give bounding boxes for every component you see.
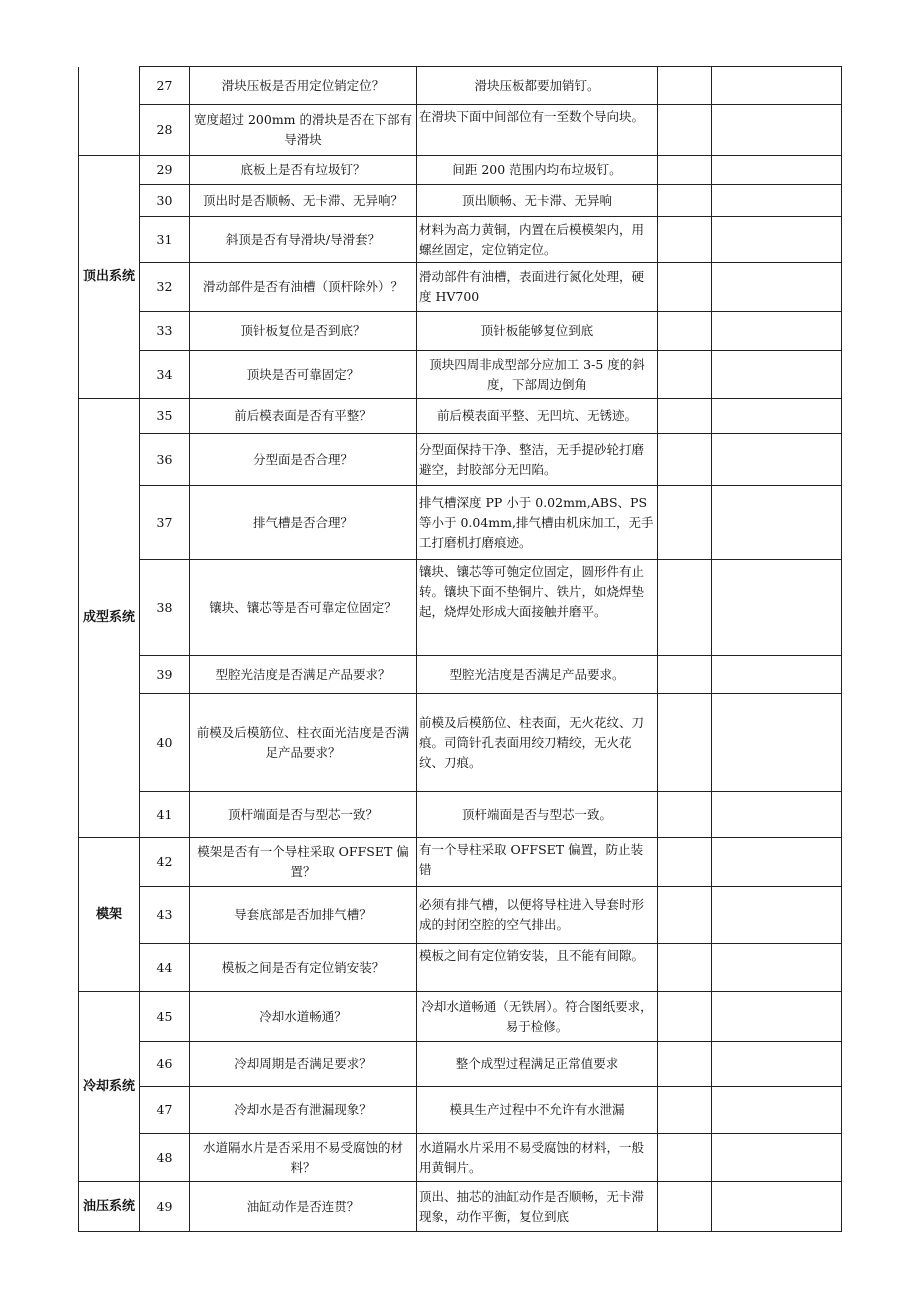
table-row [79, 105, 842, 156]
table-row [79, 1042, 842, 1087]
check-item: 滑块压板是否用定位销定位？ [190, 67, 417, 105]
table-row [79, 560, 842, 656]
result-cell [658, 560, 712, 656]
check-item: 型腔光洁度是否满足产品要求？ [190, 656, 417, 694]
table-row [79, 694, 842, 792]
remark-cell [712, 694, 842, 792]
item-number: 41 [140, 792, 190, 838]
result-cell [658, 1087, 712, 1134]
check-item: 导套底部是否加排气槽？ [190, 887, 417, 944]
result-cell [658, 486, 712, 560]
standard-text: 前后模表面平整、无凹坑、无锈迹。 [417, 399, 658, 434]
item-number: 42 [140, 838, 190, 887]
result-cell [658, 992, 712, 1042]
check-item: 油缸动作是否连贯？ [190, 1182, 417, 1232]
result-cell [658, 399, 712, 434]
standard-text: 顶出、抽芯的油缸动作是否顺畅，无卡滞现象，动作平衡，复位到底 [417, 1182, 658, 1232]
remark-cell [712, 944, 842, 992]
item-number: 44 [140, 944, 190, 992]
table-row [79, 486, 842, 560]
table-row [79, 351, 842, 399]
standard-text: 必须有排气槽，以便将导柱进入导套时形成的封闭空腔的空气排出。 [417, 887, 658, 944]
standard-text: 在滑块下面中间部位有一至数个导向块。 [417, 105, 658, 156]
remark-cell [712, 312, 842, 351]
standard-text: 排气槽深度 PP 小于 0.02mm,ABS、PS 等小于 0.04mm,排气槽由机床加工，无手工打磨机打磨痕迹。 [417, 486, 658, 560]
standard-text: 间距 200 范围内均布垃圾钉。 [417, 156, 658, 185]
table-row [79, 263, 842, 312]
item-number: 36 [140, 434, 190, 486]
result-cell [658, 656, 712, 694]
inspection-checklist-table [78, 66, 842, 1232]
category-cell: 成型系统 [79, 399, 140, 838]
table-row [79, 185, 842, 217]
item-number: 30 [140, 185, 190, 217]
item-number: 37 [140, 486, 190, 560]
check-item: 冷却水道畅通？ [190, 992, 417, 1042]
standard-text: 水道隔水片采用不易受腐蚀的材料，一般用黄铜片。 [417, 1134, 658, 1182]
remark-cell [712, 1182, 842, 1232]
remark-cell [712, 656, 842, 694]
result-cell [658, 263, 712, 312]
standard-text: 顶杆端面是否与型芯一致。 [417, 792, 658, 838]
remark-cell [712, 792, 842, 838]
check-item: 滑动部件是否有油槽（顶杆除外）？ [190, 263, 417, 312]
category-cell: 冷却系统 [79, 992, 140, 1182]
result-cell [658, 217, 712, 263]
item-number: 38 [140, 560, 190, 656]
result-cell [658, 838, 712, 887]
table-row [79, 67, 842, 105]
category-cell: 油压系统 [79, 1182, 140, 1232]
item-number: 33 [140, 312, 190, 351]
standard-text: 滑动部件有油槽，表面进行氮化处理，硬度 HV700 [417, 263, 658, 312]
result-cell [658, 1134, 712, 1182]
remark-cell [712, 486, 842, 560]
check-item: 冷却周期是否满足要求？ [190, 1042, 417, 1087]
check-item: 底板上是否有垃圾钉？ [190, 156, 417, 185]
check-item: 模架是否有一个导柱采取 OFFSET 偏置？ [190, 838, 417, 887]
table-row [79, 838, 842, 887]
item-number: 34 [140, 351, 190, 399]
check-item: 分型面是否合理？ [190, 434, 417, 486]
result-cell [658, 887, 712, 944]
remark-cell [712, 156, 842, 185]
item-number: 47 [140, 1087, 190, 1134]
table-row [79, 1182, 842, 1232]
item-number: 28 [140, 105, 190, 156]
result-cell [658, 67, 712, 105]
remark-cell [712, 1134, 842, 1182]
result-cell [658, 156, 712, 185]
table-row [79, 1134, 842, 1182]
check-item: 宽度超过 200mm 的滑块是否在下部有导滑块 [190, 105, 417, 156]
remark-cell [712, 560, 842, 656]
item-number: 48 [140, 1134, 190, 1182]
item-number: 29 [140, 156, 190, 185]
check-item: 顶块是否可靠固定？ [190, 351, 417, 399]
table-row [79, 156, 842, 185]
check-item: 前后模表面是否有平整？ [190, 399, 417, 434]
result-cell [658, 694, 712, 792]
item-number: 35 [140, 399, 190, 434]
standard-text: 顶针板能够复位到底 [417, 312, 658, 351]
check-item: 模板之间是否有定位销安装？ [190, 944, 417, 992]
result-cell [658, 351, 712, 399]
check-item: 前模及后模筋位、柱衣面光洁度是否满足产品要求？ [190, 694, 417, 792]
item-number: 43 [140, 887, 190, 944]
remark-cell [712, 838, 842, 887]
item-number: 46 [140, 1042, 190, 1087]
item-number: 40 [140, 694, 190, 792]
remark-cell [712, 887, 842, 944]
remark-cell [712, 434, 842, 486]
table-row [79, 434, 842, 486]
standard-text: 分型面保持干净、整洁，无手提砂轮打磨避空，封胶部分无凹陷。 [417, 434, 658, 486]
result-cell [658, 944, 712, 992]
standard-text: 模板之间有定位销安装，且不能有间隙。 [417, 944, 658, 992]
result-cell [658, 1042, 712, 1087]
standard-text: 型腔光洁度是否满足产品要求。 [417, 656, 658, 694]
result-cell [658, 105, 712, 156]
result-cell [658, 185, 712, 217]
standard-text: 冷却水道畅通（无铁屑）。符合图纸要求，易于检修。 [417, 992, 658, 1042]
item-number: 31 [140, 217, 190, 263]
check-item: 顶针板复位是否到底？ [190, 312, 417, 351]
check-item: 排气槽是否合理？ [190, 486, 417, 560]
check-item: 冷却水是否有泄漏现象？ [190, 1087, 417, 1134]
remark-cell [712, 67, 842, 105]
item-number: 27 [140, 67, 190, 105]
item-number: 45 [140, 992, 190, 1042]
check-item: 水道隔水片是否采用不易受腐蚀的材料？ [190, 1134, 417, 1182]
remark-cell [712, 1042, 842, 1087]
category-cell [79, 67, 140, 156]
category-cell: 顶出系统 [79, 156, 140, 399]
item-number: 32 [140, 263, 190, 312]
result-cell [658, 1182, 712, 1232]
remark-cell [712, 351, 842, 399]
result-cell [658, 434, 712, 486]
standard-text: 材料为高力黄铜，内置在后模模架内，用螺丝固定，定位销定位。 [417, 217, 658, 263]
check-item: 斜顶是否有导滑块/导滑套？ [190, 217, 417, 263]
table-row [79, 399, 842, 434]
result-cell [658, 792, 712, 838]
standard-text: 前模及后模筋位、柱表面，无火花纹、刀痕。司筒针孔表面用绞刀精绞，无火花纹、刀痕。 [417, 694, 658, 792]
table-row [79, 792, 842, 838]
remark-cell [712, 263, 842, 312]
result-cell [658, 312, 712, 351]
remark-cell [712, 1087, 842, 1134]
remark-cell [712, 105, 842, 156]
standard-text: 镶块、镶芯等可匏定位固定，圆形件有止转。镶块下面不垫铜片、铁片，如烧焊垫起，烧焊处形成大面接触并磨平。 [417, 560, 658, 656]
table-row [79, 944, 842, 992]
remark-cell [712, 217, 842, 263]
table-row [79, 217, 842, 263]
remark-cell [712, 992, 842, 1042]
remark-cell [712, 399, 842, 434]
table-row [79, 1087, 842, 1134]
table-row [79, 656, 842, 694]
table-row [79, 992, 842, 1042]
remark-cell [712, 185, 842, 217]
check-item: 顶出时是否顺畅、无卡滞、无异响？ [190, 185, 417, 217]
check-item: 镶块、镶芯等是否可靠定位固定？ [190, 560, 417, 656]
table-row [79, 887, 842, 944]
category-cell: 模架 [79, 838, 140, 992]
standard-text: 有一个导柱采取 OFFSET 偏置，防止装错 [417, 838, 658, 887]
item-number: 39 [140, 656, 190, 694]
standard-text: 整个成型过程满足正常值要求 [417, 1042, 658, 1087]
standard-text: 顶出顺畅、无卡滞、无异响 [417, 185, 658, 217]
check-item: 顶杆端面是否与型芯一致？ [190, 792, 417, 838]
standard-text: 模具生产过程中不允许有水泄漏 [417, 1087, 658, 1134]
standard-text: 顶块四周非成型部分应加工 3-5 度的斜度，下部周边倒角 [417, 351, 658, 399]
item-number: 49 [140, 1182, 190, 1232]
table-row [79, 312, 842, 351]
standard-text: 滑块压板都要加销钉。 [417, 67, 658, 105]
